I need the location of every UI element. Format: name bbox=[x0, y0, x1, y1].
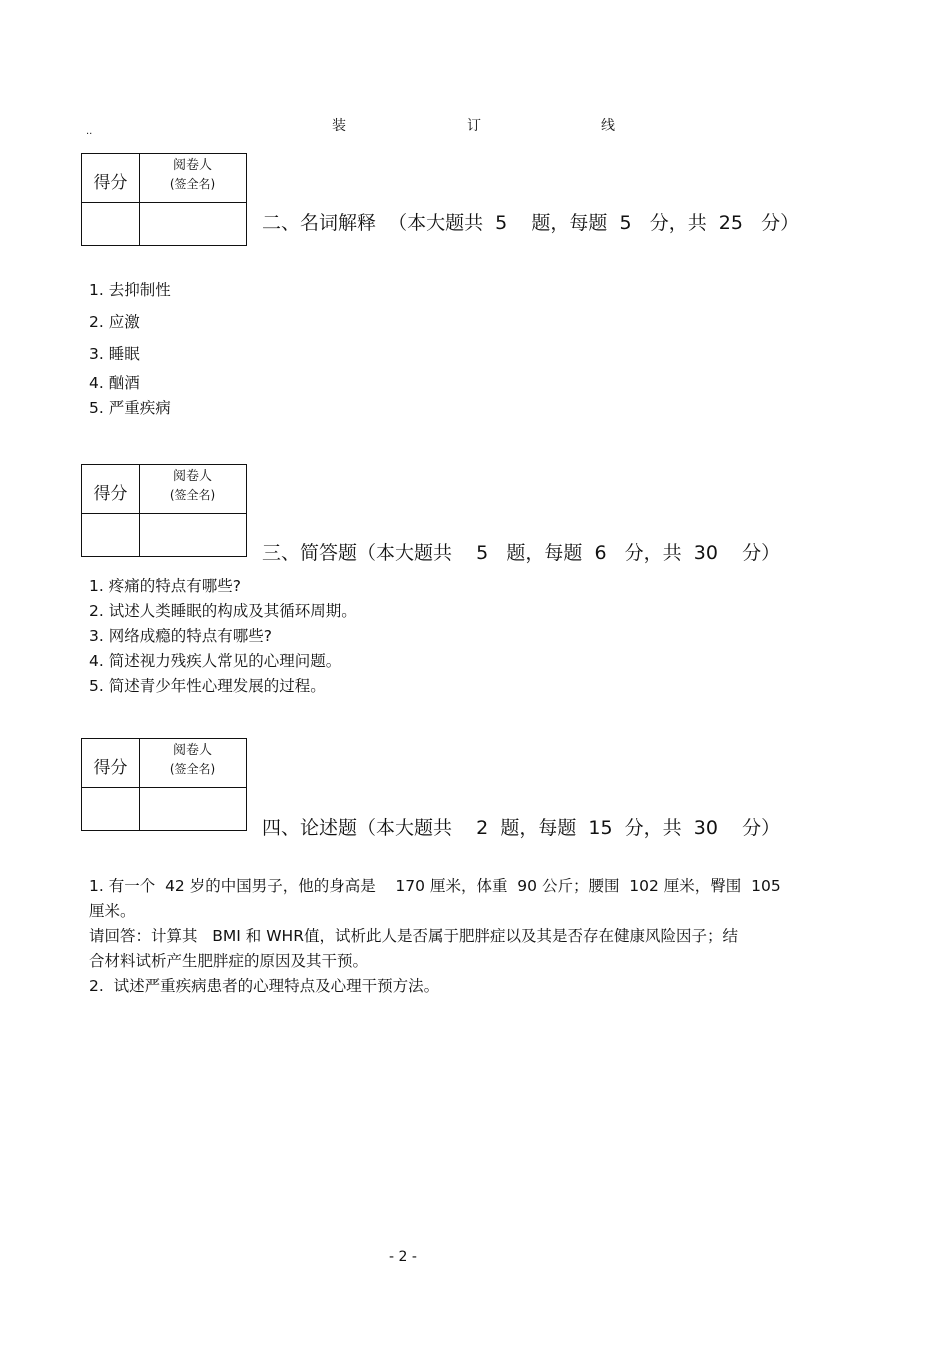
essay-line: 1. 有一个 42 岁的中国男子，他的身高是 170 厘米，体重 90 公斤；腰围 102 厘米，臀围 105 bbox=[89, 877, 781, 895]
section-3-questions bbox=[89, 574, 357, 699]
list-item: 4. 酗酒 bbox=[89, 374, 140, 392]
section-4-questions bbox=[89, 874, 869, 999]
list-item: 2. 试述人类睡眠的构成及其循环周期。 bbox=[89, 602, 357, 620]
score-box-section-3 bbox=[81, 464, 247, 557]
list-item: 3. 睡眠 bbox=[89, 345, 140, 363]
section-2-heading: 二、名词解释 （本大题共 5 题，每题 5 分，共 25 分） bbox=[262, 212, 800, 234]
essay-line: 厘米。 bbox=[89, 902, 136, 920]
score-box-section-4 bbox=[81, 738, 247, 831]
grader-note: (签全名) bbox=[169, 177, 216, 191]
grader-label: 阅卷人 bbox=[172, 469, 212, 484]
grader-label: 阅卷人 bbox=[172, 158, 212, 173]
list-item: 1. 去抑制性 bbox=[89, 281, 171, 299]
binding-char-2: 订 bbox=[467, 118, 481, 134]
list-item: 5. 严重疾病 bbox=[89, 399, 171, 417]
list-item: 3. 网络成瘾的特点有哪些? bbox=[89, 627, 272, 645]
score-box-section-2 bbox=[81, 153, 247, 246]
grader-note: (签全名) bbox=[169, 762, 216, 776]
score-label: 得分 bbox=[93, 173, 128, 193]
list-item: 2. 应激 bbox=[89, 313, 140, 331]
section-4-heading: 四、论述题（本大题共 2 题，每题 15 分，共 30 分） bbox=[262, 817, 781, 839]
essay-line: 请回答：计算其 BMI 和 WHR值，试析此人是否属于肥胖症以及其是否存在健康风险因子；结 bbox=[89, 927, 738, 945]
section-2-questions bbox=[89, 274, 171, 420]
essay-line: 2. 试述严重疾病患者的心理特点及心理干预方法。 bbox=[89, 977, 440, 995]
binding-char-1: 装 bbox=[332, 118, 346, 134]
list-item: 4. 简述视力残疾人常见的心理问题。 bbox=[89, 652, 342, 670]
page-number: - 2 - bbox=[389, 1249, 417, 1265]
score-label: 得分 bbox=[93, 758, 128, 778]
score-label: 得分 bbox=[93, 484, 128, 504]
binding-char-3: 线 bbox=[601, 118, 615, 134]
list-item: 5. 简述青少年性心理发展的过程。 bbox=[89, 677, 326, 695]
section-3-heading: 三、简答题（本大题共 5 题，每题 6 分，共 30 分） bbox=[262, 542, 781, 564]
essay-line: 合材料试析产生肥胖症的原因及其干预。 bbox=[89, 952, 369, 970]
corner-mark: .. bbox=[86, 126, 93, 137]
list-item: 1. 疼痛的特点有哪些? bbox=[89, 577, 241, 595]
grader-note: (签全名) bbox=[169, 488, 216, 502]
grader-label: 阅卷人 bbox=[172, 743, 212, 758]
